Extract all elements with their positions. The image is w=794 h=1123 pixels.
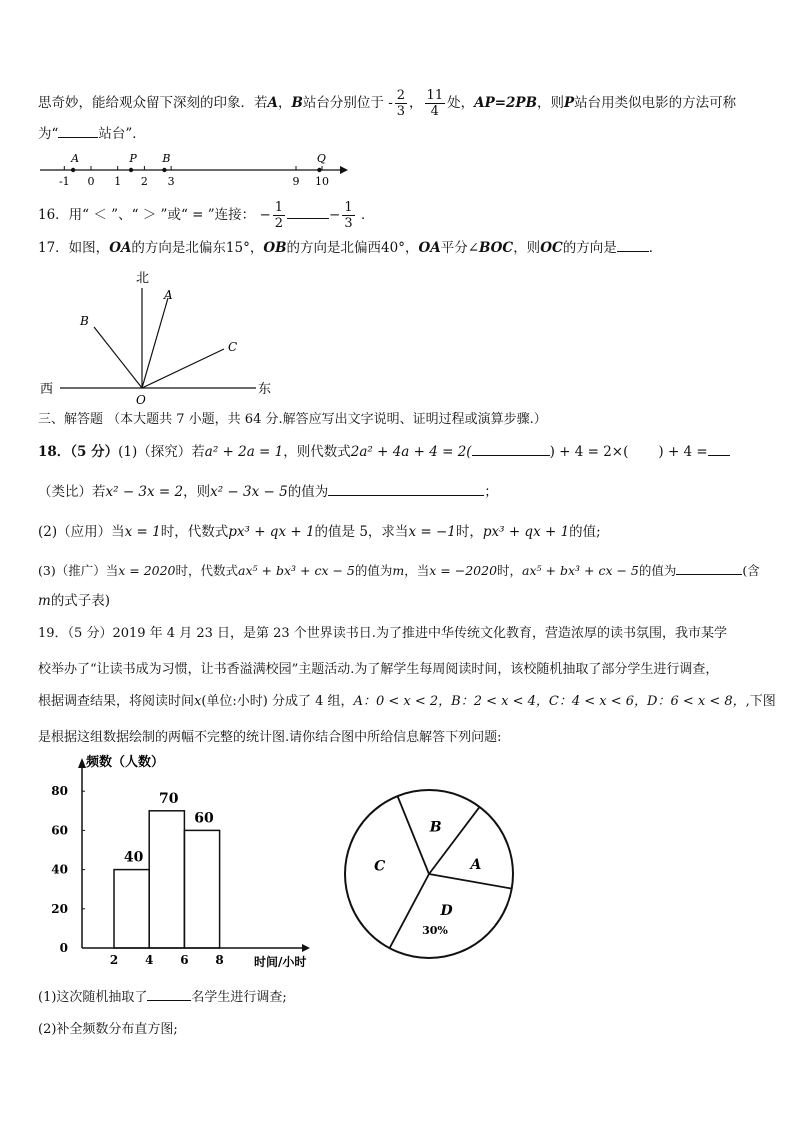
tick-label: 0 [87,175,95,188]
pie-slice-label-b: B [429,819,442,836]
label-north: 北 [136,271,150,286]
tick-label: 2 [140,175,148,188]
pie-slice-label-c: C [374,858,386,875]
tick-label: 10 [315,175,329,188]
x-tick-label: 2 [109,953,119,967]
pie-slice-border [429,874,512,889]
answer-blank[interactable] [617,239,649,252]
fraction-one-half: $\frac{1}{2}$ [274,200,284,231]
q15-line1: 思奇妙，能给观众留下深刻的印象．若A，B站台分别位于 - $\frac{2}{3}$ ， $\frac{11}{4}$ 处，AP=2PB，则P站台用类似电影的方法可称 [38,88,737,119]
q18-line2: （类比）若x² − 3x = 2，则x² − 3x − 5的值为 ； [38,484,498,500]
q19-line1: 19．（5 分）2019 年 4 月 23 日，是第 23 个世界读书日.为了推进中华传统文化教育，营造浓厚的读书氛围，我市某学 [38,626,727,641]
q18-line3: (2)（应用）当x = 1时，代数式px³ + qx + 1的值是 5，求当x = −1时，px³ + qx + 1的值; [38,524,601,540]
label-east: 东 [258,382,272,397]
q16: 16．用“ ＜ ”、“ ＞ ”或“ = ”连接： − $\frac{1}{2}$ − $\frac{1}{3}$ ． [38,200,375,231]
x-axis-label: 时间/小时 [254,955,307,969]
y-tick-label: 40 [51,862,68,877]
pie-slice-border [390,874,429,948]
point-q [317,168,321,172]
ray-oc [142,349,224,388]
point-label: Q [316,152,326,165]
q18-line4: (3)（推广）当x = 2020时，代数式ax⁵ + bx³ + cx − 5的值为m，当x = −2020时，ax⁵ + bx³ + cx − 5的值为 (含 [38,563,760,578]
x-tick-label: 6 [180,953,189,967]
pie-slice-label-a: A [470,857,482,874]
x-tick-label: 8 [215,953,224,967]
label-b: B [80,314,89,328]
fraction-two-thirds: $\frac{2}{3}$ [396,88,406,119]
point-b [162,168,166,172]
bar-data-label: 40 [123,849,144,866]
fraction-one-third: $\frac{1}{3}$ [344,200,353,231]
q18-line5: m的式子表) [38,593,111,609]
number-line [38,150,348,190]
histogram-bar [184,830,219,948]
answer-blank[interactable] [708,443,730,456]
histogram-bar [149,811,184,948]
q19-line4: 是根据这组数据绘制的两幅不完整的统计图.请你结合图中所给信息解答下列问题: [38,730,502,745]
number-line-points [70,152,326,172]
label-c: C [228,340,238,354]
point-label: B [162,152,171,165]
point-p [129,168,133,172]
point-label: P [129,152,137,165]
answer-blank[interactable] [58,125,98,138]
answer-blank[interactable] [472,443,550,456]
pie-chart [336,782,526,962]
tick-label: 1 [114,175,122,188]
tick-label: 9 [292,175,300,188]
ray-oa [142,298,168,388]
answer-blank[interactable] [328,483,484,496]
number-line-ticks [59,166,329,188]
bar-data-label: 70 [159,790,179,807]
frequency-histogram [40,752,340,974]
pie-slice-border [398,796,429,874]
tick-label: 3 [167,175,175,188]
answer-blank[interactable] [676,562,742,575]
y-axis-label: 频数（人数） [86,755,165,770]
label-o: O [136,393,146,407]
q19-line2: 校举办了“让读书成为习惯，让书香溢满校园”主题活动.为了解学生每周阅读时间，该校随机抽取了部分学生进行调查， [38,662,719,677]
y-tick-label: 0 [59,941,68,955]
point-label: A [71,152,80,165]
y-axis-arrow-icon [78,758,86,768]
label-west: 西 [40,382,54,397]
y-tick-label: 60 [51,823,68,838]
x-tick-label: 4 [145,953,154,967]
answer-blank[interactable] [147,988,191,1001]
y-tick-label: 20 [51,901,68,916]
q17: 17．如图，OA的方向是北偏东15°，OB的方向是北偏西40°，OA平分∠BOC，则OC的方向是 ． [38,240,663,256]
ray-ob [94,327,142,388]
pie-percent-label: 30% [422,924,448,937]
histogram-bar [114,870,149,948]
q19-sub1: (1)这次随机抽取了 名学生进行调查; [38,990,287,1005]
q19-line3: 根据调查结果，将阅读时间x(单位:小时) 分成了 4 组，A：0 < x < 2，B：2 < x < 4，C：4 < x < 6，D：6 < x < 8，,下图 [38,694,776,709]
answer-blank[interactable] [287,206,329,219]
q15-line2: 为“ 站台”． [38,126,146,142]
fraction-eleven-fourths: $\frac{11}{4}$ [426,88,444,119]
pie-slice-label-d: D [440,902,453,919]
section-3-heading: 三、解答题 （本大题共 7 小题，共 64 分.解答应写出文字说明、证明过程或演算步骤.） [38,412,547,427]
tick-label: -1 [58,175,70,188]
q18-line1: 18．（5 分）(1)（探究）若a² + 2a = 1，则代数式2a² + 4a + 4 = 2( ) + 4 = 2×( ) + 4 = [38,442,730,462]
point-a [71,168,75,172]
bar-data-label: 60 [194,810,214,827]
arrow-right-icon [340,166,348,174]
y-tick-label: 80 [51,784,68,799]
direction-figure [38,262,288,408]
label-a: A [164,288,173,302]
q19-sub2: (2)补全频数分布直方图; [38,1022,178,1037]
x-axis-arrow-icon [302,944,310,952]
